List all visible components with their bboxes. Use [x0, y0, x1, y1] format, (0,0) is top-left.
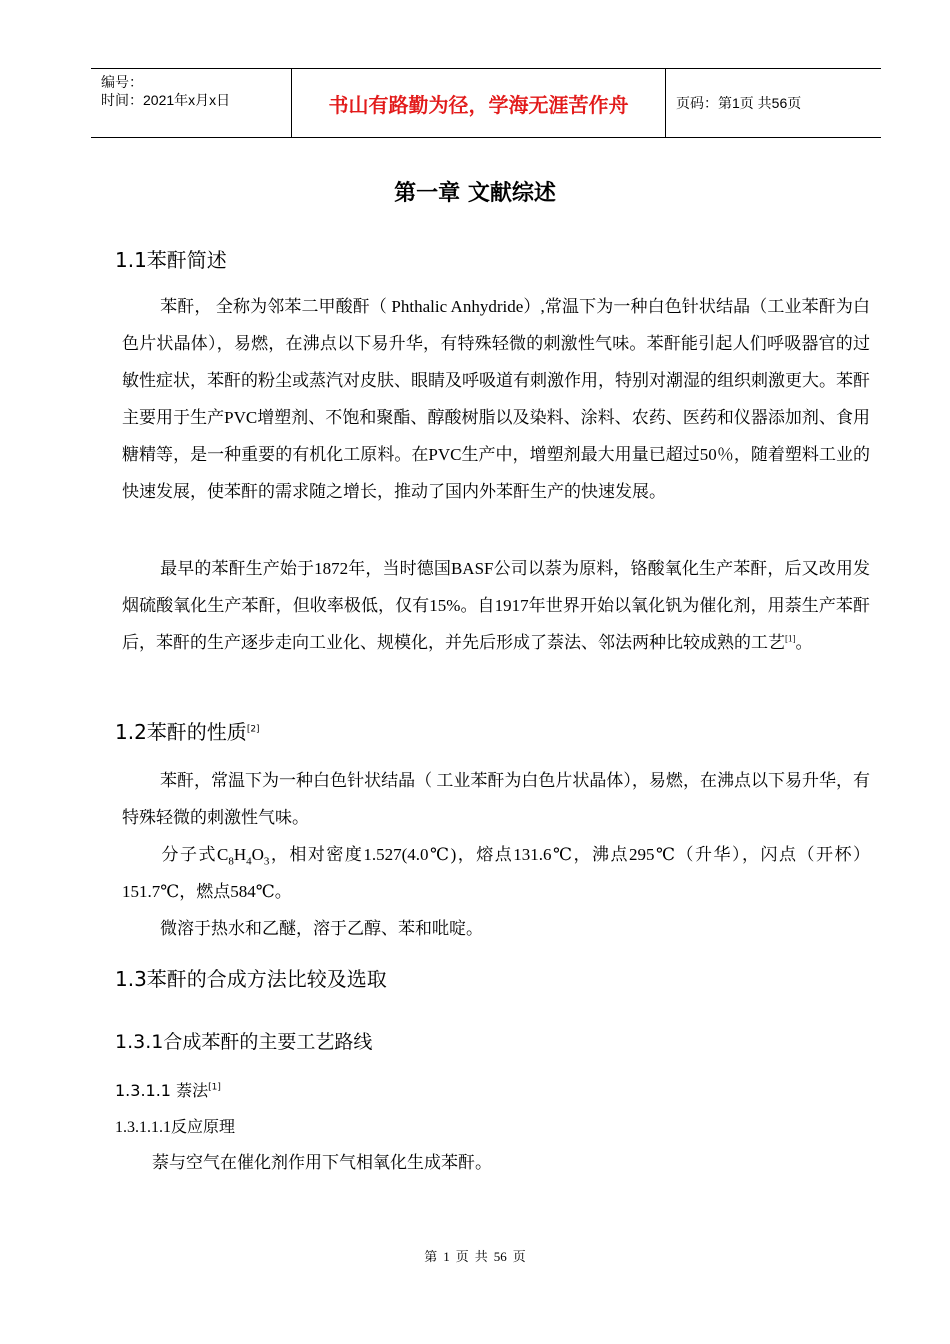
section-1-2-title-text: 1.2苯酐的性质	[115, 720, 247, 744]
paragraph-2-end: 。	[795, 633, 813, 652]
section-1-2-title	[115, 716, 260, 745]
paragraph-2-text: 最早的苯酐生产始于1872年，当时德国BASF公司以萘为原料，铬酸氧化生产苯酐，后又改用发烟硫酸氧化生产苯酐，但收率极低，仅有15%。自1917年世界开始以氧化钒为催化剂，用萘生产苯酐后，苯酐的生产逐步走向工业化、规模化，并先后形成了萘法、邻法两种比较成熟的工艺	[122, 559, 870, 652]
section-1-3-title: 1.3苯酐的合成方法比较及选取	[115, 967, 387, 991]
section-1-3-1-title: 1.3.1合成苯酐的主要工艺路线	[115, 1031, 373, 1053]
formula-subscript: 4	[246, 855, 252, 868]
formula-part: H	[233, 845, 247, 864]
header-motto: 书山有路勤为径，学海无涯苦作舟	[292, 69, 666, 137]
header-table	[91, 68, 881, 138]
section-1-1-title: 1.1苯酐简述	[115, 248, 227, 272]
footer-text: 共	[474, 1249, 488, 1264]
header-page-info: 页码：第1页 共56页	[676, 95, 802, 111]
paragraph-4	[122, 836, 870, 910]
paragraph-5-text: 微溶于热水和乙醚，溶于乙醇、苯和吡啶。	[160, 919, 483, 938]
properties-text: ，相对密度1.527(4.0℃)，熔点131.6℃，沸点295℃（升华），闪点（开杯）151.7℃，燃点584℃。	[122, 845, 871, 901]
citation-ref: [1]	[208, 1082, 221, 1093]
paragraph-1-text: 苯酐， 全称为邻苯二甲酸酐（ Phthalic Anhydride）,常温下为一种白色针状结晶（工业苯酐为白色片状晶体），易燃，在沸点以下易升华，有特殊轻微的刺激性气味。苯酐能引起人们呼吸器官的过敏性症状，苯酐的粉尘或蒸汽对皮肤、眼睛及呼吸道有刺激作用，特别对潮湿的组织刺激更大。苯酐主要用于生产PVC增塑剂、不饱和聚酯、醇酸树脂以及染料、涂料、农药、医药和仪器添加剂、食用糖精等，是一种重要的有机化工原料。在PVC生产中，增塑剂最大用量已超过50％，随着塑料工业的快速发展，使苯酐的需求随之增长，推动了国内外苯酐生产的快速发展。	[122, 297, 870, 501]
formula-part: O	[251, 845, 264, 864]
chapter-title: 第一章 文献综述	[394, 181, 556, 206]
paragraph-3-text: 苯酐，常温下为一种白色针状结晶（ 工业苯酐为白色片状晶体），易燃，在沸点以下易升华，有特殊轻微的刺激性气味。	[122, 771, 870, 827]
section-1-3-1-1-title	[115, 1078, 221, 1101]
footer-text: 第	[424, 1249, 438, 1264]
section-1-3-1-1-title-text: 1.3.1.1 萘法	[115, 1081, 209, 1100]
formula-part: 分子式C	[160, 845, 229, 864]
paragraph-1	[122, 288, 870, 510]
footer-text: 页	[455, 1249, 469, 1264]
footer-total-pages: 56	[493, 1249, 507, 1264]
paragraph-2	[122, 550, 870, 661]
footer-page-number: 1	[443, 1249, 450, 1264]
header-code-label: 编号：	[101, 74, 143, 90]
citation-ref: [2]	[246, 724, 260, 735]
footer-text: 页	[512, 1249, 526, 1264]
section-1-3-1-1-1-title: 1.3.1.1.1反应原理	[115, 1119, 236, 1136]
formula-subscript: 3	[263, 855, 270, 868]
header-time-label: 时间：2021年x月x日	[101, 92, 231, 108]
page-footer	[0, 1246, 950, 1265]
formula-subscript: 8	[228, 855, 234, 868]
paragraph-5	[122, 910, 870, 947]
paragraph-6	[122, 1144, 870, 1181]
header-meta-cell	[91, 69, 292, 137]
paragraph-6-text: 萘与空气在催化剂作用下气相氧化生成苯酐。	[152, 1153, 492, 1172]
paragraph-3	[122, 762, 870, 836]
citation-ref: [1]	[785, 633, 796, 644]
